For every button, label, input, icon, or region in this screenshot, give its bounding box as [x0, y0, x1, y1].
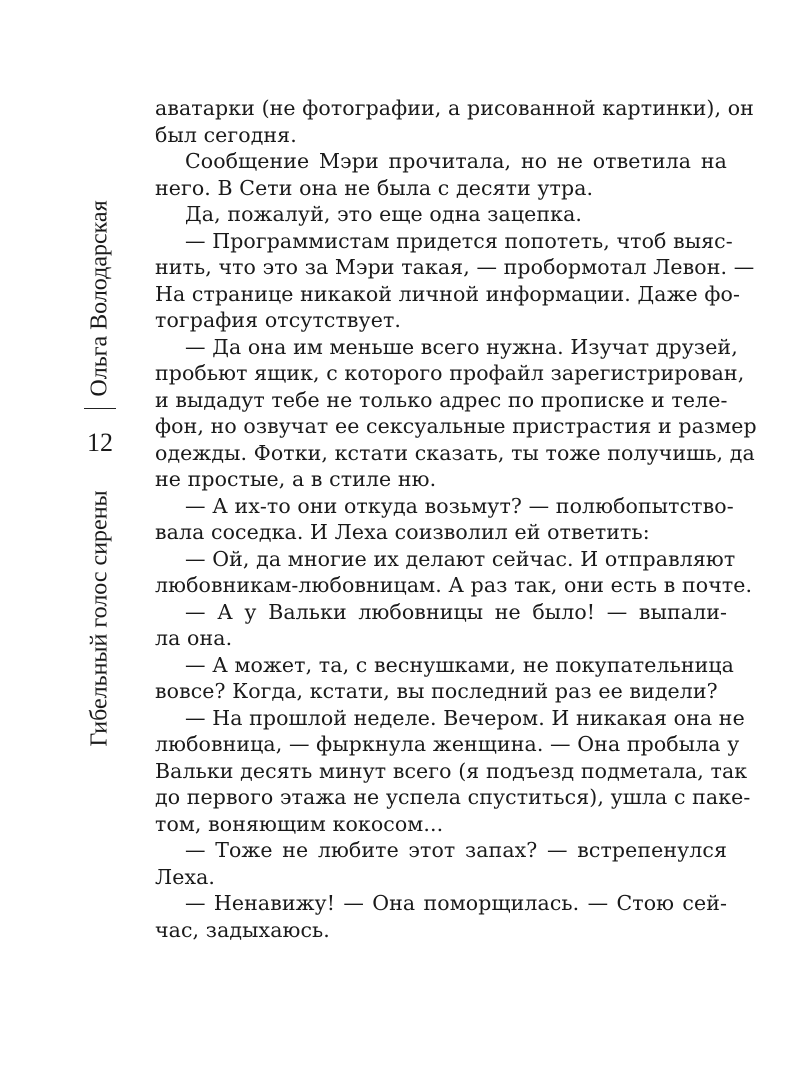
text-line: нить, что это за Мэри такая, — пробормотал Левон. —: [155, 255, 755, 279]
text-line: Да, пожалуй, это еще одна зацепка.: [185, 202, 583, 226]
book-title: Гибельный голос сирены: [86, 490, 113, 747]
text-line: аватарки (не фотографии, а рисованной картинки), он: [155, 96, 754, 120]
text-line: — Программистам придется попотеть, чтоб выяс-: [185, 228, 733, 253]
text-line: Вальки десять минут всего (я подъезд подметала, так: [155, 758, 748, 783]
text-line: вала соседка. И Леха соизволил ей ответить:: [155, 520, 650, 544]
text-line: — Ненавижу! — Она поморщилась. — Стою сей-: [185, 891, 727, 915]
text-line: был сегодня.: [155, 122, 297, 147]
text-line: — Да она им меньше всего нужна. Изучат друзей,: [185, 334, 738, 359]
text-line: любовница, — фыркнула женщина. — Она пробыла у: [155, 732, 740, 756]
body-text: [155, 95, 757, 943]
page-number: 12: [87, 428, 113, 457]
author-name: Ольга Володарская: [86, 200, 113, 397]
text-line: — Ой, да многие их делают сейчас. И отправляют: [185, 546, 736, 571]
text-line: — На прошлой неделе. Вечером. И никакая она не: [185, 705, 745, 730]
text-line: — А может, та, с веснушками, не покупательница: [185, 652, 734, 677]
text-line: На странице никакой личной информации. Даже фо-: [155, 281, 741, 306]
text-line: тография отсутствует.: [155, 308, 402, 332]
text-line: Леха.: [155, 864, 216, 889]
text-line: вовсе? Когда, кстати, вы последний раз ее видели?: [155, 679, 718, 703]
text-line: — А их-то они откуда возьмут? — полюбопытство-: [185, 493, 734, 518]
text-line: него. В Сети она не была с десяти утра.: [155, 175, 594, 200]
text-line: фон, но озвучат ее сексуальные пристрастия и размер: [155, 414, 757, 438]
text-line: пробьют ящик, с которого профайл зарегистрирован,: [155, 361, 745, 385]
header-divider: [84, 408, 116, 409]
text-line: до первого этажа не успела спуститься), ушла с паке-: [155, 785, 751, 809]
running-header: [70, 190, 130, 750]
text-line: одежды. Фотки, кстати сказать, ты тоже получишь, да: [155, 440, 755, 465]
text-line: Сообщение Мэри прочитала, но не ответила на: [185, 149, 727, 173]
text-line: и выдадут тебе не только адрес по прописке и теле-: [155, 387, 728, 412]
text-line: — А у Вальки любовницы не было! — выпали-: [185, 599, 727, 624]
text-line: ла она.: [155, 626, 233, 650]
text-line: любовникам-любовницам. А раз так, они есть в почте.: [155, 573, 753, 597]
text-line: не простые, а в стиле ню.: [155, 467, 437, 491]
text-line: — Тоже не любите этот запах? — встрепенулся: [185, 838, 727, 862]
text-line: том, воняющим кокосом...: [155, 811, 444, 836]
text-line: час, задыхаюсь.: [155, 917, 330, 942]
